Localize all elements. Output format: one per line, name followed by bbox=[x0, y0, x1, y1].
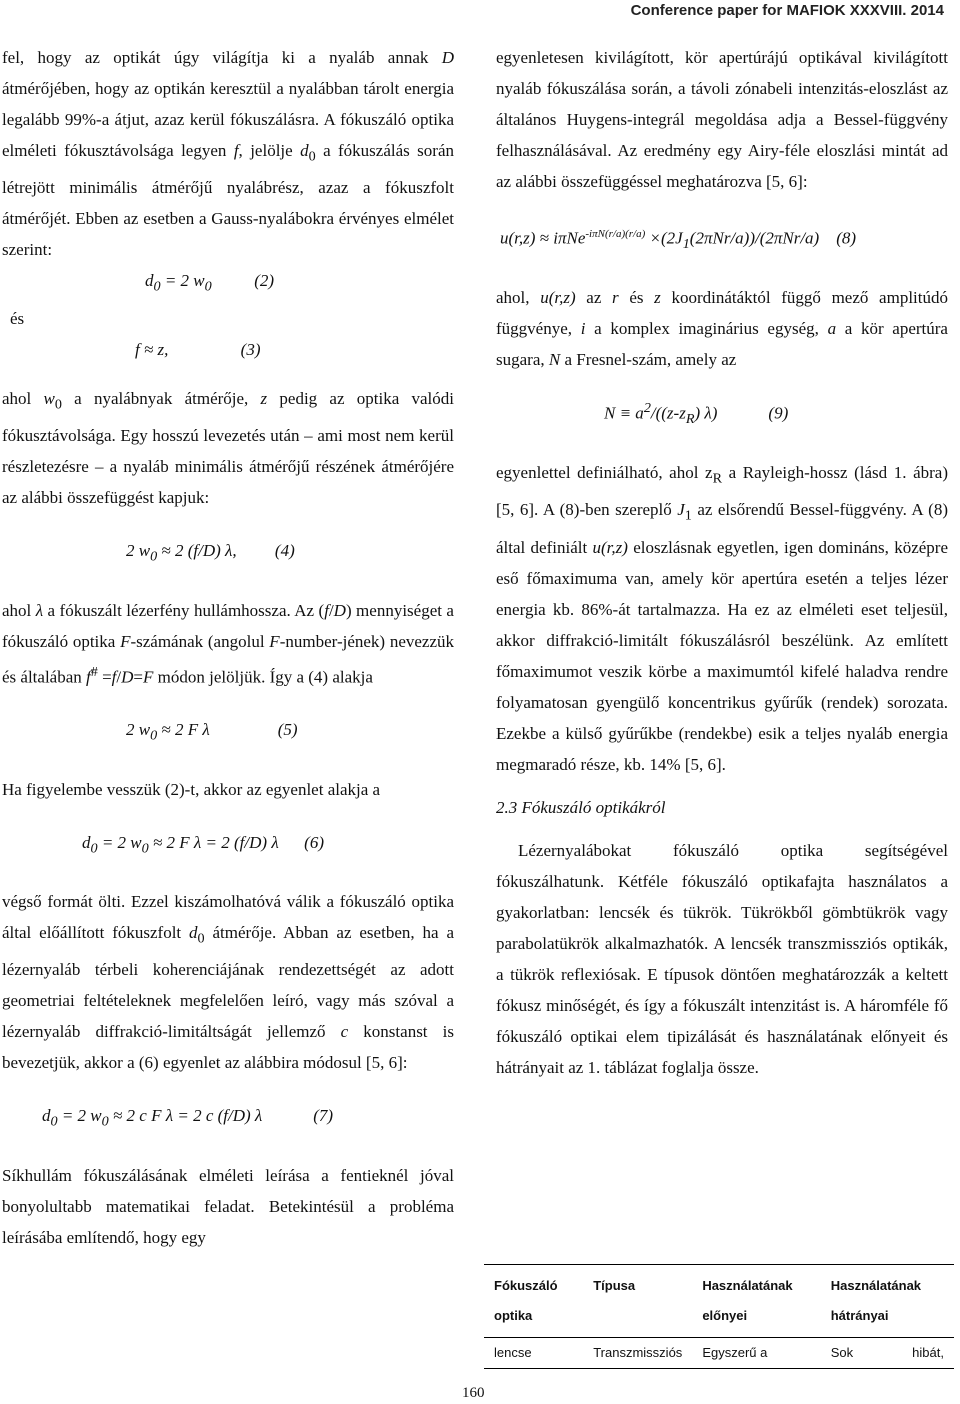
table-header: Használatának előnyei bbox=[702, 1278, 793, 1323]
paragraph: ahol, u(r,z) az r és z koordinátáktól függő mező amplitúdó függvénye, i a komplex imaginárius egység, a a kör apertúra sugara, N a Fresnel-szám, amely az bbox=[496, 288, 948, 370]
right-column bbox=[496, 42, 948, 1083]
table-cell: Sok hibát, bbox=[821, 1338, 954, 1369]
paragraph: végső formát ölti. Ezzel kiszámolhatóvá válik a fókuszáló optika által előállított fókuszfolt $d_0$ átmérője. Abban az esetben, ha a lézernyaláb térbeli koherenciájának rendezettségét az adott geometriai feltételeknek megfelelően leíró, vagy más szóval a lézernyaláb diffrakció-limitáltságát jellemző c konstanst is bevezetjük, akkor a (6) egyenlet az alábbira módosul [5, 6]: bbox=[2, 892, 454, 1073]
paragraph: egyenlettel definiálható, ahol $z_R$ a Rayleigh-hossz (lásd 1. ábra) [5, 6]. A (8)-ben szereplő $J_1$ az elsőrendű Bessel-függvény. A (8) által definiált u(r,z) eloszlásnak egyetlen, igen domináns, középre eső főmaximuma van, amely kör apertúra esetén a teljes lézer energia kb. 86%-át tartalmazza. Ha ez az elméleti eset teljesül, akkor diffrakció-limitált fókuszálásról beszélünk. Az említett főmaximumot veszik körbe a maximumtól kifelé haladva rendre folyamatosan gyengülő koncentrikus gyűrűk (rendek) sorozata. Ezekbe a külső gyűrűkbe (rendekbe) esik a teljes nyaláb energia megmaradó része, kb. 14% [5, 6]. bbox=[496, 463, 948, 774]
running-header: Conference paper for MAFIOK XXXVIII. 2014 bbox=[630, 2, 944, 19]
equation-5: 2 $w_0 \approx 2$ F λ (5) bbox=[126, 720, 298, 744]
table-header-row bbox=[484, 1265, 954, 1338]
table-row bbox=[484, 1338, 954, 1369]
equation-2: $d_0 = 2$ $w_0$ (2) bbox=[145, 271, 275, 295]
page-number: 160 bbox=[462, 1385, 485, 1401]
paragraph: fel, hogy az optikát úgy világítja ki a nyaláb annak D átmérőjében, hogy az optikán keresztül a nyalábban tárolt energia legalább 99%-a átjut, azaz kerül fókuszálásra. A fókuszáló optika elméleti fókusztávolsága legyen f, jelölje $d_0$ a fókuszálás során létrejött minimális átmérőjű nyalábrész, azaz a fókuszfolt átmérőjét. Ebben az esetben a Gauss-nyalábokra érvényes elmélet szerint: bbox=[2, 48, 455, 260]
equation-8: $u(r,z) \approx i\pi Ne^{-i\pi N(r/a)(r/a)} \times(2J_1(2\pi Nr/a))/(2\pi Nr/a)$ (8) bbox=[500, 228, 857, 253]
section-heading: 2.3 Fókuszáló optikákról bbox=[496, 797, 666, 817]
paragraph: ahol λ a fókuszált lézerfény hullámhossza. Az (f/D) mennyiséget a fókuszáló optika F-számának (angolul F-number-jének) nevezzük és általában f# =f/D=F módon jelöljük. Így a (4) alakja bbox=[2, 600, 454, 687]
equation-4: 2 $w_0 \approx 2$ (f/D) λ, (4) bbox=[126, 541, 295, 565]
paragraph: ahol $w_0$ a nyalábnyak átmérője, z pedig az optika valódi fókusztávolsága. Egy hosszú levezetés után – ami most nem kerül részletezésre – a nyaláb minimális átmérőjű részének átmérőjére az alábbi összefüggést kapjuk: bbox=[2, 388, 454, 508]
comparison-table bbox=[484, 1264, 954, 1369]
table-cell: Transzmissziós bbox=[583, 1338, 692, 1369]
paragraph: egyenletesen kivilágított, kör apertúrájú optikával kivilágított nyaláb fókuszálása során, a távoli zónabeli intenzitás-eloszlást az általános Huygens-integrál megoldása adja a Bessel-függvény felhasználásával. Az eredmény egy Airy-féle eloszlási mintát ad az alábbi összefüggéssel meghatározva [5, 6]: bbox=[496, 48, 948, 191]
table-header: Fókuszáló optika bbox=[494, 1278, 558, 1323]
paragraph: Ha figyelembe vesszük (2)-t, akkor az egyenlet alakja a bbox=[2, 779, 381, 799]
connector-text: és bbox=[10, 308, 25, 328]
paragraph: Lézernyalábokat fókuszáló optika segítségével fókuszálhatunk. Kétféle fókuszáló optikafajta használatos a gyakorlatban: lencsék és tükrök. Tükrökből gömbtükrök vagy parabolatükrök alkalmazhatók. A lencsék transzmissziós optikák, a tükrök reflexiósak. E típusok döntően meghatározzák a keltett fókusz minőségét, és így a fókuszált intenzitást is. A háromféle fő fókuszáló optikai elem tipizálását és használatának előnyeit és hátrányait az 1. táblázat foglalja össze. bbox=[496, 840, 948, 1077]
table-header: Típusa bbox=[593, 1278, 636, 1293]
equation-3: f ≈ z, (3) bbox=[135, 339, 261, 359]
left-column bbox=[2, 42, 454, 1253]
equation-6: $d_0 = 2$ $w_0 \approx 2$ F λ = 2 (f/D) λ (6) bbox=[82, 832, 324, 856]
paragraph: Síkhullám fókuszálásának elméleti leírása a fentieknél jóval bonyolultabb matematikai feladat. Betekintésül a probléma leírásába említendő, hogy egy bbox=[2, 1165, 454, 1247]
table-header: Használatának hátrányai bbox=[830, 1278, 922, 1323]
table-cell: lencse bbox=[484, 1338, 583, 1369]
equation-7: $d_0 = 2$ $w_0 \approx 2$ c F λ = 2 c (f/D) λ (7) bbox=[42, 1106, 334, 1130]
table-cell: Egyszerű a bbox=[692, 1338, 820, 1369]
equation-9: $N \equiv a^2/((z-z_R)$ λ) (9) bbox=[604, 400, 789, 428]
